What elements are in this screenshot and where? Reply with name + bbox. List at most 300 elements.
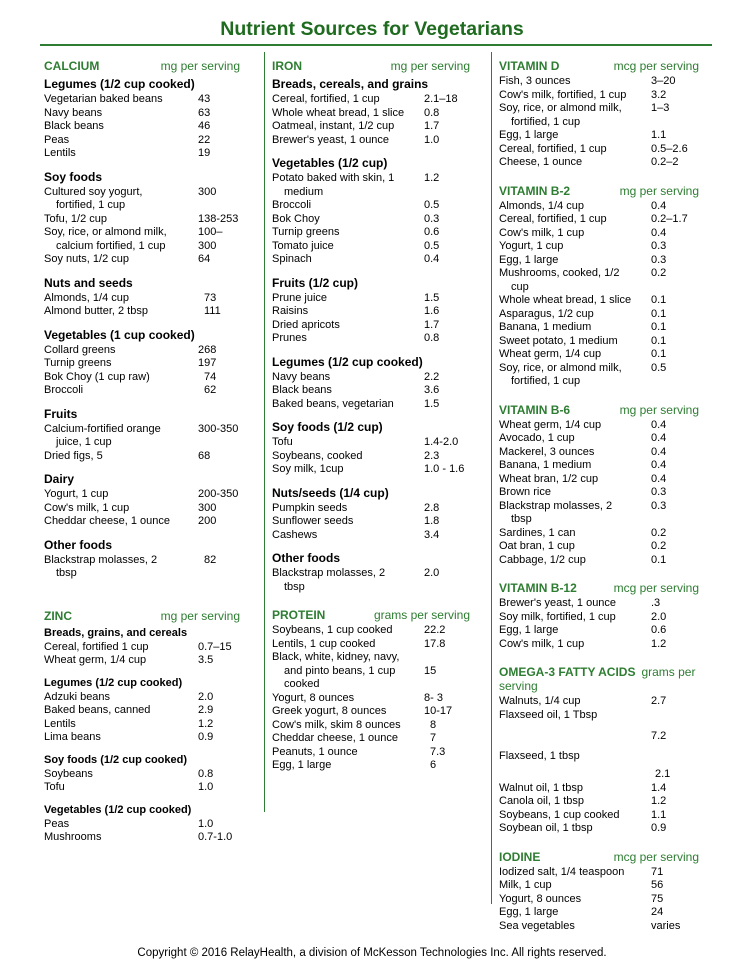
- amount-value: 0.4: [651, 199, 667, 212]
- nutrient-row: [499, 213, 699, 227]
- nutrient-row: [44, 147, 240, 161]
- nutrient-row: [499, 795, 699, 809]
- section-heading: [499, 59, 699, 73]
- food-name: [499, 419, 651, 433]
- food-line: Bok Choy (1 cup raw): [44, 370, 150, 383]
- food-line: Egg, 1 large: [272, 759, 332, 771]
- food-name: [44, 502, 198, 516]
- section-heading: [272, 608, 470, 622]
- food-name: [272, 450, 424, 464]
- food-line: Banana, 1 medium: [499, 321, 592, 333]
- nutrient-row: [272, 705, 470, 719]
- food-line: Egg, 1 large: [499, 906, 559, 918]
- amount-value: 22.2: [424, 624, 446, 636]
- column-divider: [491, 52, 492, 904]
- nutrient-row: [44, 371, 240, 385]
- amount-value: 0.2: [651, 526, 667, 539]
- section-name: VITAMIN B-12: [499, 581, 577, 595]
- section-name: CALCIUM: [44, 59, 100, 73]
- nutrient-row: [272, 305, 470, 319]
- food-name: [44, 450, 198, 464]
- food-line: Cultured soy yogurt,: [44, 185, 143, 198]
- food-line: Wheat bran, 1/2 cup: [499, 472, 599, 485]
- group-heading: Nuts/seeds (1/4 cup): [272, 485, 389, 500]
- food-name: [499, 362, 651, 389]
- nutrient-amount-row: [499, 730, 699, 744]
- amount-value: 0.4: [651, 445, 667, 458]
- amount-value: 0.6: [424, 226, 440, 238]
- group-heading: Fruits: [44, 406, 78, 421]
- amount-value: 1.1: [651, 129, 667, 141]
- section-unit: mg per serving: [619, 183, 699, 198]
- food-name: [499, 500, 651, 527]
- amount-value: 1.8: [424, 515, 440, 527]
- nutrient-row: [499, 809, 699, 823]
- food-name: [499, 156, 651, 170]
- nutrient-row: [499, 866, 699, 880]
- amount-value: 63: [198, 106, 211, 119]
- food-name: [44, 831, 198, 845]
- food-name: [272, 120, 424, 134]
- group-heading: Vegetables (1 cup cooked): [44, 327, 195, 342]
- food-name: [272, 107, 424, 121]
- amount-value: 3.4: [424, 528, 440, 541]
- amount-value: 3.5: [198, 654, 214, 666]
- amount-value: 2.2: [424, 370, 440, 383]
- amount-value: 24: [651, 906, 664, 918]
- food-name: [499, 866, 651, 880]
- food-name: [44, 305, 198, 319]
- food-name: [44, 554, 198, 581]
- amount-value: 74: [204, 370, 217, 383]
- nutrient-row: [499, 527, 699, 541]
- section-name: PROTEIN: [272, 608, 326, 622]
- column-2: [272, 55, 470, 773]
- food-line: Soybeans: [44, 767, 93, 780]
- food-name: [272, 746, 424, 760]
- amount-value: 0.4: [651, 472, 667, 485]
- group-heading: Legumes (1/2 cup cooked): [44, 676, 183, 689]
- food-name: [499, 267, 651, 294]
- food-line-continued: fortified, 1 cup: [511, 115, 581, 128]
- food-line: Soybeans, cooked: [272, 449, 363, 462]
- amount-value: 138-253: [198, 212, 239, 225]
- food-name: [499, 213, 651, 227]
- amount-value: 62: [204, 384, 217, 396]
- food-name: [272, 213, 424, 227]
- food-name: [272, 502, 424, 516]
- food-name: [499, 879, 651, 893]
- food-name: [499, 129, 651, 143]
- amount-value: 3.6: [424, 384, 440, 396]
- food-line: Cow's milk, skim 8 ounces: [272, 718, 401, 731]
- food-line: Potato baked with skin, 1: [272, 172, 395, 184]
- food-name: [272, 732, 424, 746]
- amount-value: 0.3: [651, 253, 667, 266]
- food-name: [44, 226, 198, 253]
- amount-value: 2.3: [424, 449, 440, 462]
- food-line-continued: calcium fortified, 1 cup: [56, 239, 166, 252]
- food-line: Cabbage, 1/2 cup: [499, 553, 586, 566]
- food-line-continued: fortified, 1 cup: [511, 375, 581, 387]
- nutrient-row: [499, 554, 699, 568]
- food-name: [272, 638, 424, 652]
- food-name: [499, 240, 651, 254]
- section-name: IODINE: [499, 849, 541, 864]
- food-name: [44, 292, 198, 306]
- nutrient-row: [272, 120, 470, 134]
- section-name: VITAMIN D: [499, 59, 560, 73]
- food-name: [499, 540, 651, 554]
- food-line: Prune juice: [272, 291, 328, 304]
- amount-value: 1.0: [198, 781, 214, 793]
- nutrient-row: [272, 463, 470, 477]
- food-name: [499, 920, 651, 934]
- amount-value: 1.0: [198, 817, 214, 830]
- nutrient-row: [499, 906, 699, 920]
- amount-value: 0.5: [424, 239, 440, 252]
- nutrient-row: [499, 75, 699, 89]
- food-line: Egg, 1 large: [499, 253, 559, 266]
- nutrient-row: [272, 624, 470, 638]
- food-line: Soybean oil, 1 tbsp: [499, 822, 593, 834]
- amount-value: varies: [651, 919, 681, 932]
- nutrient-row: [44, 134, 240, 148]
- nutrient-row: [499, 102, 699, 129]
- food-line: Navy beans: [44, 106, 103, 119]
- food-line: Yogurt, 1 cup: [44, 488, 109, 500]
- food-name: [272, 705, 424, 719]
- food-line: Baked beans, canned: [44, 704, 151, 716]
- food-name: [44, 213, 198, 227]
- nutrient-row: [44, 818, 240, 832]
- food-name: [499, 554, 651, 568]
- food-line: Cereal, fortified, 1 cup: [499, 213, 607, 225]
- nutrient-row: [499, 432, 699, 446]
- food-name: [272, 759, 424, 773]
- section-heading: [499, 403, 699, 417]
- amount-value: 19: [198, 147, 211, 159]
- food-line: Peas: [44, 133, 70, 146]
- amount-value: 43: [198, 93, 211, 105]
- food-name: [499, 75, 651, 89]
- amount-value: 6: [430, 759, 437, 771]
- food-name: [272, 172, 424, 199]
- nutrient-row: [499, 129, 699, 143]
- nutrient-row: [44, 831, 240, 845]
- food-name: [499, 527, 651, 541]
- food-line: Collard greens: [44, 343, 116, 356]
- section-name: VITAMIN B-2: [499, 183, 571, 198]
- food-name: [272, 515, 424, 529]
- food-line: Oat bran, 1 cup: [499, 540, 575, 552]
- food-name: [499, 695, 651, 709]
- food-name: [272, 134, 424, 148]
- column-1: [44, 55, 240, 845]
- nutrient-row: [499, 500, 699, 527]
- food-name: [44, 818, 198, 832]
- amount-value: 1.0: [424, 133, 440, 146]
- food-line: Brewer's yeast, 1 ounce: [499, 597, 617, 609]
- nutrient-row: [44, 357, 240, 371]
- nutrient-row: [499, 227, 699, 241]
- group-heading: Soy foods: [44, 169, 103, 184]
- nutrient-row: [272, 515, 470, 529]
- section-name: OMEGA-3 FATTY ACIDS: [499, 665, 636, 679]
- food-line: Broccoli: [44, 384, 84, 396]
- nutrient-row: [499, 321, 699, 335]
- nutrient-row: [499, 362, 699, 389]
- food-line: Dried apricots: [272, 318, 340, 331]
- group-heading: Breads, cereals, and grains: [272, 77, 429, 91]
- amount-value: 10-17: [424, 705, 453, 717]
- food-line: Navy beans: [272, 370, 331, 383]
- food-line: Soybeans, 1 cup cooked: [272, 624, 393, 636]
- amount-value: 1.4: [651, 781, 667, 794]
- amount-value: 0.3: [651, 499, 667, 512]
- amount-value: 1–3: [651, 102, 670, 114]
- food-line: Brown rice: [499, 486, 551, 498]
- food-line: Turnip greens: [44, 357, 112, 369]
- food-line: Baked beans, vegetarian: [272, 397, 394, 410]
- nutrient-row: [499, 335, 699, 349]
- amount-value: 8: [430, 718, 437, 731]
- food-line: Cow's milk, 1 cup: [44, 501, 130, 514]
- nutrient-row: [499, 893, 699, 907]
- food-line: Almond butter, 2 tbsp: [44, 305, 148, 317]
- amount-value: 1.1: [651, 808, 667, 821]
- food-name: [272, 93, 424, 107]
- food-name: [44, 253, 198, 267]
- food-line: Calcium-fortified orange: [44, 422, 161, 435]
- food-name: [44, 781, 198, 795]
- nutrient-row: [272, 240, 470, 254]
- nutrient-row: [499, 750, 699, 764]
- nutrient-row: [44, 305, 240, 319]
- nutrient-row: [44, 253, 240, 267]
- amount-value: 2.1–18: [424, 93, 458, 105]
- food-line: Fish, 3 ounces: [499, 75, 571, 87]
- food-line: Whole wheat bread, 1 slice: [272, 106, 405, 119]
- food-name: [44, 357, 198, 371]
- food-name: [44, 134, 198, 148]
- amount-value: 0.2–2: [651, 156, 679, 168]
- section-spacer: [44, 581, 240, 595]
- amount-value: 3.2: [651, 88, 667, 101]
- food-line: Black beans: [44, 120, 104, 132]
- food-name: [44, 120, 198, 134]
- section-heading: [499, 850, 699, 864]
- food-line: Prunes: [272, 332, 307, 344]
- food-line: Sunflower seeds: [272, 515, 354, 527]
- food-line: Mushrooms, cooked, 1/2: [499, 267, 620, 279]
- amount-value: 17.8: [424, 637, 446, 650]
- nutrient-row: [44, 213, 240, 227]
- food-line: Tofu: [272, 436, 293, 448]
- food-name: [499, 308, 651, 322]
- food-line: Lentils: [44, 717, 76, 730]
- food-name: [44, 654, 198, 668]
- section-unit: mcg per serving: [613, 581, 699, 595]
- food-line: Whole wheat bread, 1 slice: [499, 294, 632, 306]
- nutrient-row: [44, 107, 240, 121]
- food-name: [272, 463, 424, 477]
- title-divider: [40, 44, 712, 46]
- amount-value: 1.5: [424, 291, 440, 304]
- food-name: [44, 107, 198, 121]
- food-name: [499, 809, 651, 823]
- food-line: Soy, rice, or almond milk,: [499, 361, 622, 374]
- nutrient-row: [272, 692, 470, 706]
- nutrient-row: [272, 371, 470, 385]
- nutrient-row: [272, 398, 470, 412]
- food-name: Flaxseed, 1 tbsp: [499, 749, 580, 762]
- amount-value: 0.8: [424, 106, 440, 119]
- section-heading: [44, 59, 240, 73]
- food-line: Vegetarian baked beans: [44, 93, 163, 105]
- food-name: [499, 486, 651, 500]
- nutrient-row: [499, 446, 699, 460]
- section-unit: mg per serving: [390, 59, 470, 73]
- food-name: [499, 348, 651, 362]
- food-name: [44, 515, 198, 529]
- amount-value: 0.4: [651, 418, 667, 431]
- food-name: [499, 795, 651, 809]
- nutrient-row: [44, 654, 240, 668]
- nutrient-row: [44, 731, 240, 745]
- food-name: [44, 731, 198, 745]
- food-line: Wheat germ, 1/4 cup: [44, 654, 147, 666]
- food-name: [44, 186, 198, 213]
- nutrient-row: [44, 292, 240, 306]
- amount-value: 56: [651, 879, 664, 891]
- amount-value: 2.0: [198, 690, 214, 703]
- food-line: Soybeans, 1 cup cooked: [499, 808, 620, 821]
- amount-value: 200: [198, 515, 217, 527]
- nutrient-row: [499, 459, 699, 473]
- amount-value: 0.1: [651, 321, 667, 333]
- section-unit: mg per serving: [619, 402, 699, 417]
- section-heading: [44, 609, 240, 623]
- nutrient-row: [499, 597, 699, 611]
- amount-value: 0.3: [651, 486, 667, 498]
- food-name: [44, 488, 198, 502]
- food-name: [272, 332, 424, 346]
- nutrient-row: [499, 200, 699, 214]
- food-name: [499, 432, 651, 446]
- food-name: [272, 319, 424, 333]
- food-line: Yogurt, 1 cup: [499, 240, 564, 252]
- food-name: [499, 638, 651, 652]
- food-name: [499, 89, 651, 103]
- group-heading: Vegetables (1/2 cup cooked): [44, 803, 192, 816]
- food-name: [272, 398, 424, 412]
- nutrient-row: [499, 540, 699, 554]
- amount-value: 111: [204, 305, 221, 317]
- nutrient-row: [44, 120, 240, 134]
- amount-value: 2.8: [424, 501, 440, 514]
- food-line: Lima beans: [44, 731, 101, 743]
- food-line: Iodized salt, 1/4 teaspoon: [499, 865, 625, 878]
- food-line: Egg, 1 large: [499, 129, 559, 141]
- nutrient-row: [272, 172, 470, 199]
- food-line: Greek yogurt, 8 ounces: [272, 705, 387, 717]
- amount-value: 2.9: [198, 704, 214, 716]
- amount-value: 7.2: [651, 730, 667, 742]
- nutrient-row: [44, 423, 240, 450]
- nutrient-row: [272, 332, 470, 346]
- food-name: [499, 893, 651, 907]
- amount-value: 300-350: [198, 422, 239, 435]
- food-name: [272, 371, 424, 385]
- amount-value: 0.1: [651, 553, 667, 566]
- food-line-continued: medium: [284, 185, 324, 198]
- food-name: [272, 567, 424, 594]
- nutrient-row: [272, 502, 470, 516]
- amount-value: .3: [651, 597, 661, 609]
- nutrient-row: [499, 695, 699, 709]
- nutrient-row: [499, 879, 699, 893]
- food-name: [272, 226, 424, 240]
- nutrient-row: [272, 292, 470, 306]
- food-line: Soy, rice, or almond milk,: [44, 226, 167, 238]
- food-name: [44, 93, 198, 107]
- food-name: [44, 384, 198, 398]
- food-line: Cheddar cheese, 1 ounce: [44, 515, 170, 527]
- section-name: ZINC: [44, 608, 72, 623]
- nutrient-row: [499, 638, 699, 652]
- food-line: Cereal, fortified, 1 cup: [499, 142, 607, 155]
- food-name: [44, 691, 198, 705]
- food-line: Cow's milk, fortified, 1 cup: [499, 88, 627, 101]
- amount-value: 2.0: [651, 610, 667, 623]
- group-heading: Dairy: [44, 472, 75, 486]
- amount-value: 1.2: [424, 172, 440, 184]
- food-line: Asparagus, 1/2 cup: [499, 307, 594, 320]
- amount-value: 300: [198, 501, 217, 514]
- amount-value: 7.3: [430, 745, 446, 758]
- food-line: Oatmeal, instant, 1/2 cup: [272, 120, 395, 132]
- nutrient-row: [44, 344, 240, 358]
- amount-value: 0.8: [424, 332, 440, 344]
- nutrient-row: [499, 486, 699, 500]
- food-line: Cashews: [272, 528, 318, 541]
- amount-value: 0.8: [198, 767, 214, 780]
- amount-value: 64: [198, 253, 211, 265]
- amount-value: 1.7: [424, 318, 440, 331]
- amount-value: 0.4: [651, 226, 667, 239]
- food-line: Wheat germ, 1/4 cup: [499, 418, 602, 431]
- food-name: [272, 651, 424, 692]
- food-line-continued: cup: [511, 280, 529, 293]
- food-line-continued: tbsp: [56, 567, 77, 579]
- amount-value: 300: [198, 185, 217, 198]
- nutrient-row: [499, 143, 699, 157]
- nutrient-row: [44, 488, 240, 502]
- food-line: Canola oil, 1 tbsp: [499, 795, 584, 807]
- nutrient-row: [272, 213, 470, 227]
- amount-value: 0.7-1.0: [198, 831, 233, 843]
- amount-value: 1.2: [651, 637, 667, 650]
- group-heading: Vegetables (1/2 cup): [272, 156, 388, 170]
- food-name: [499, 335, 651, 349]
- amount-value: 0.5: [424, 199, 440, 211]
- amount-value: 2.7: [651, 695, 667, 707]
- food-name: [499, 822, 651, 836]
- group-heading: Fruits (1/2 cup): [272, 275, 359, 290]
- amount-value: 0.2: [651, 540, 667, 552]
- amount-value: 1.6: [424, 305, 440, 317]
